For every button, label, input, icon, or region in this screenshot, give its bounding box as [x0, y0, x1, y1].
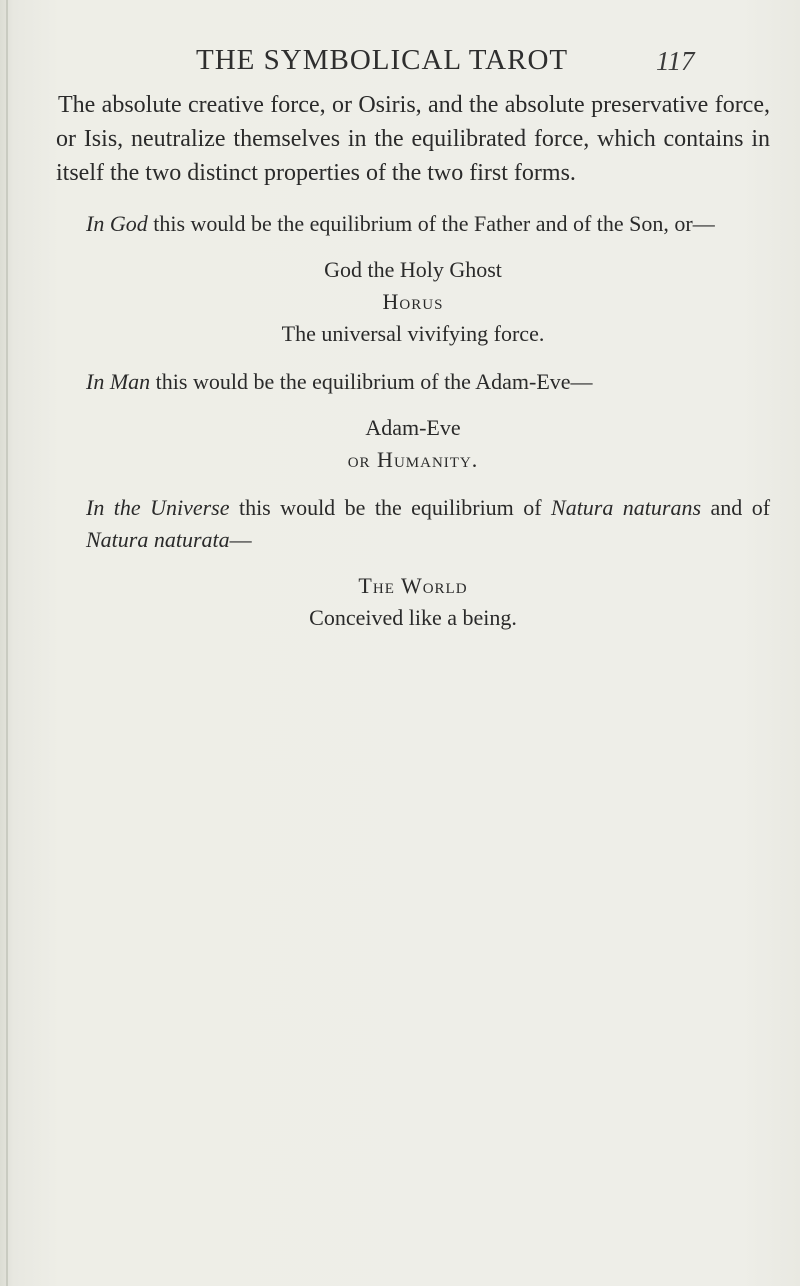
- paragraph-in-god: [56, 208, 770, 240]
- running-title: THE SYMBOLICAL TAROT: [196, 44, 569, 76]
- centered-line-horus: Horus: [382, 289, 444, 314]
- in-god-italic: In God: [86, 211, 148, 236]
- page-number: 117: [656, 46, 695, 76]
- centered-line-adam-eve: Adam-Eve: [365, 415, 461, 440]
- in-god-text: this would be the equilibrium of the Father and of the Son, or—: [147, 211, 715, 236]
- centered-line-holy-ghost: God the Holy Ghost: [324, 257, 502, 282]
- and-of-text: and of: [701, 495, 771, 520]
- page-edge: [6, 0, 8, 1286]
- paragraph-osiris-isis: The absolute creative force, or Osiris, and the absolute preservative force, or Isis, neutralize themselves in the equilibrated force, which contains in itself the two distinct properties of the two first forms.: [56, 92, 770, 186]
- body-text: [56, 88, 770, 634]
- natura-naturans-italic: Natura naturans: [551, 495, 702, 520]
- in-universe-italic: In the Universe: [86, 495, 230, 520]
- centered-line-humanity: or Humanity.: [347, 447, 479, 472]
- centered-line-the-world: The World: [358, 573, 468, 598]
- in-man-text: this would be the equilibrium of the Adam-Eve—: [150, 369, 593, 394]
- centered-line-conceived: Conceived like a being.: [309, 605, 517, 630]
- in-universe-text: this would be the equilibrium of: [229, 495, 552, 520]
- paragraph-in-universe: [56, 492, 770, 556]
- paragraph-in-man: [56, 366, 770, 398]
- natura-naturata-italic: Natura naturata: [86, 527, 230, 552]
- dash-text: —: [229, 527, 252, 552]
- in-man-italic: In Man: [86, 369, 151, 394]
- running-head: [0, 44, 800, 84]
- centered-line-vivifying-force: The universal vivifying force.: [281, 321, 545, 346]
